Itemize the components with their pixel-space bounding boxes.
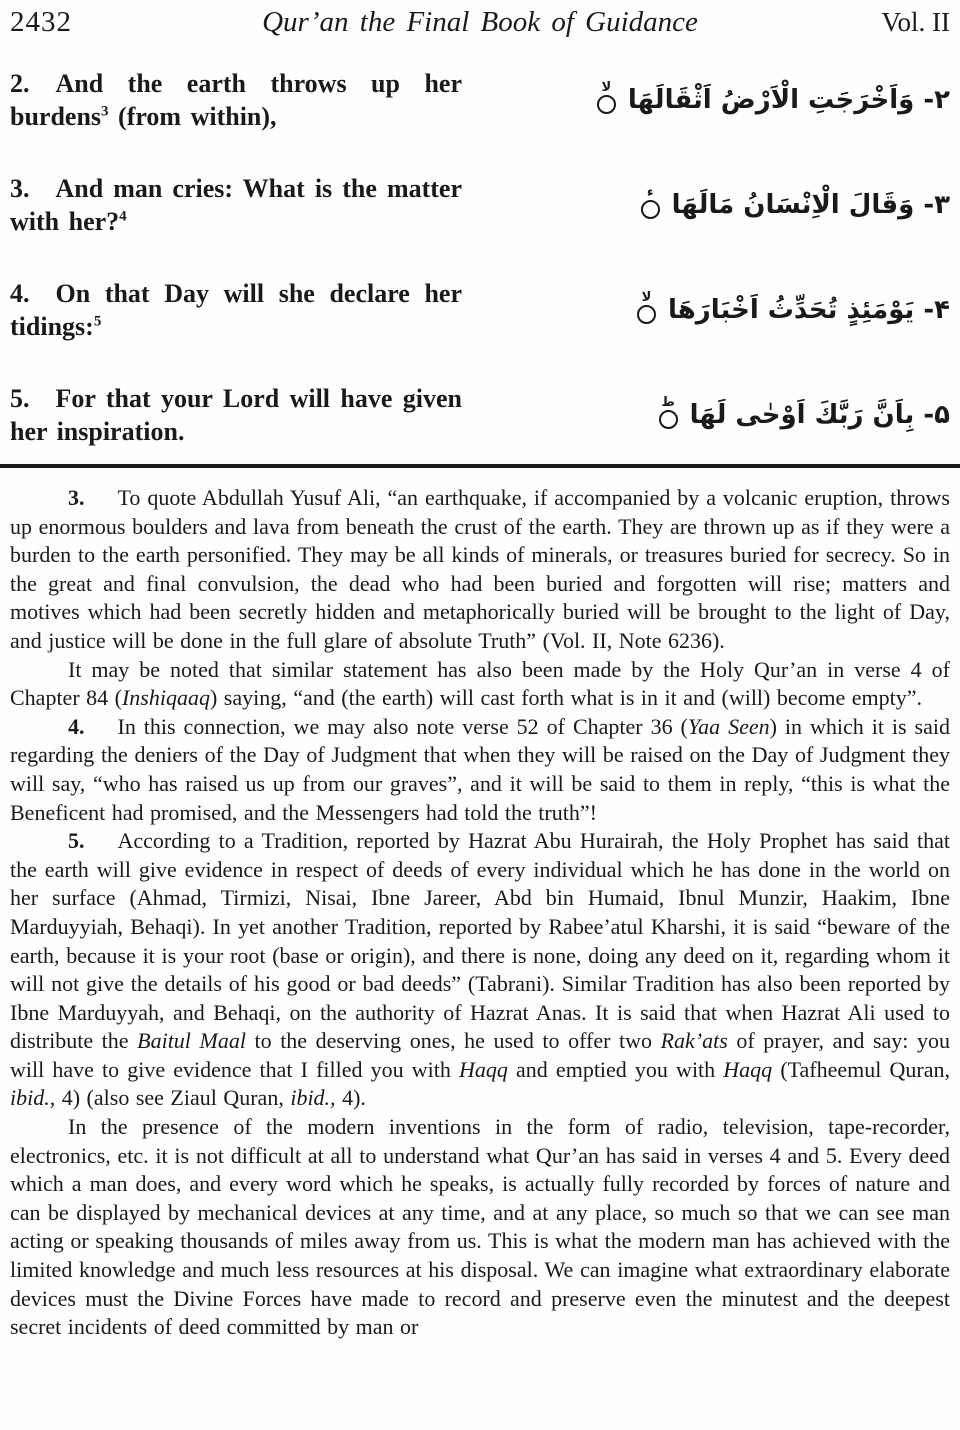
pause-mark: ط: [661, 394, 675, 410]
volume-label: Vol. II: [881, 7, 950, 37]
verse-5-arabic-text: ۵- بِاَنَّ رَبَّكَ اَوْحٰى لَهَا: [689, 400, 950, 430]
footnote-4-paragraph: 4. In this connection, we may also note verse 52 of Chapter 36 (Yaa Seen) in which it is said regarding the deniers of the Day of Judgment that when they will be raised on the Day of Judgment they will say, “who has raised us up from our graves”, and it will be said to them in reply, “this is what the Beneficent had promised, and the Messengers had told the truth”!: [10, 713, 950, 825]
page-number: 2432: [10, 6, 72, 38]
pause-mark: لا: [641, 289, 652, 305]
page-header: [10, 6, 950, 39]
verse-row-3: [10, 170, 950, 240]
pause-mark: لا: [601, 79, 612, 95]
ayah-end-marker-icon: [641, 184, 660, 219]
ayah-end-marker-icon: [637, 289, 656, 324]
footnote-divider: [0, 464, 960, 468]
verse-2-english: 2. And the earth throws up her burdens$^3$ (from within),: [10, 69, 462, 131]
verse-3-english: 3. And man cries: What is the matter with her?$^4$: [10, 174, 462, 236]
footnote-5-paragraph: 5. According to a Tradition, reported by Hazrat Abu Hurairah, the Holy Prophet has said that the earth will give evidence in respect of deeds of every individual which he has done in the world on her surface (Ahmad, Tirmizi, Nisai, Ibne Jareer, Abd bin Humaid, Ibnul Munzir, Haakim, Ibne Marduyyiah, Behaqi). In yet another Tradition, reported by Rabee’atul Kharshi, it is said “beware of the earth, because it is your root (base or origin), and there is none, doing any deed on it, regarding whom it will not give the details of his good or bad deeds” (Tabrani). Similar Tradition has also been reported by Ibne Marduyyah, and Behaqi, on the authority of Hazrat Anas. It is said that when Hazrat Ali used to distribute the Baitul Maal to the deserving ones, he used to offer two Rak’ats of prayer, and say: you will have to give evidence that I filled you with Haqq and emptied you with Haqq (Tafheemul Quran, ibid., 4) (also see Ziaul Quran, ibid., 4).: [10, 828, 950, 1111]
verses-section: [10, 65, 950, 450]
verse-2-arabic-text: ۲- وَاَخْرَجَتِ الْاَرْضُ اَثْقَالَهَا: [627, 85, 950, 115]
verse-4-arabic-text: ۴- يَوْمَئِذٍ تُحَدِّثُ اَخْبَارَهَا: [667, 295, 950, 325]
verse-2-arabic: [591, 79, 950, 115]
verse-4-english: 4. On that Day will she declare her tidings:$^5$: [10, 279, 462, 341]
verse-row-4: [10, 275, 950, 345]
footnote-3-paragraph: 3. To quote Abdullah Yusuf Ali, “an earthquake, if accompanied by a volcanic eruption, throws up enormous boulders and lava from beneath the crust of the earth. They are thrown up as if they were a burden to the earth personified. They may be all kinds of minerals, or treasures buried for secrecy. So in the great and final convulsion, the dead who had been buried and forgotten will rise; matters and motives which had been secretly hidden and metaphorically buried will be brought to the light of Day, and justice will be done in the full glare of absolute Truth” (Vol. II, Note 6236).: [10, 485, 950, 653]
ayah-end-marker-icon: [597, 79, 616, 114]
verse-row-5: [10, 380, 950, 450]
verse-row-2: [10, 65, 950, 135]
book-title: Qur’an the Final Book of Guidance: [262, 6, 698, 38]
footnotes-section: [10, 484, 950, 1342]
verse-4-arabic: [631, 289, 950, 325]
verse-5-arabic: [653, 394, 950, 430]
footnote-5-continued-paragraph: In the presence of the modern inventions in the form of radio, television, tape-recorder, electronics, etc. it is not difficult at all to understand what Qur’an has said in verses 4 and 5. Every deed which a man does, and every word which he speaks, is actually fully recorded by forces of nature and can be displayed by mechanical devices at any time, and at any place, so much so that we can see man acting or speaking thousands of miles away from us. This is what the modern man has achieved with the limited knowledge and much less resources at his disposal. We can imagine what extraordinary elaborate devices must the Divine Forces have made to record and preserve even the minutest and the deepest secret incidents of deed committed by man or: [10, 1114, 950, 1340]
verse-3-arabic-text: ۳- وَقَالَ الْاِنْسَانُ مَالَهَا: [671, 190, 950, 220]
verse-3-arabic: [635, 184, 950, 220]
footnote-3-continued-paragraph: It may be noted that similar statement has also been made by the Holy Qur’an in verse 4 of Chapter 84 (Inshiqaaq) saying, “and (the earth) will cast forth what is in it and (will) become empty”.: [10, 656, 950, 711]
pause-mark: ء: [646, 184, 654, 200]
verse-5-english: 5. For that your Lord will have given her inspiration.: [10, 384, 462, 446]
ayah-end-marker-icon: [659, 394, 678, 429]
